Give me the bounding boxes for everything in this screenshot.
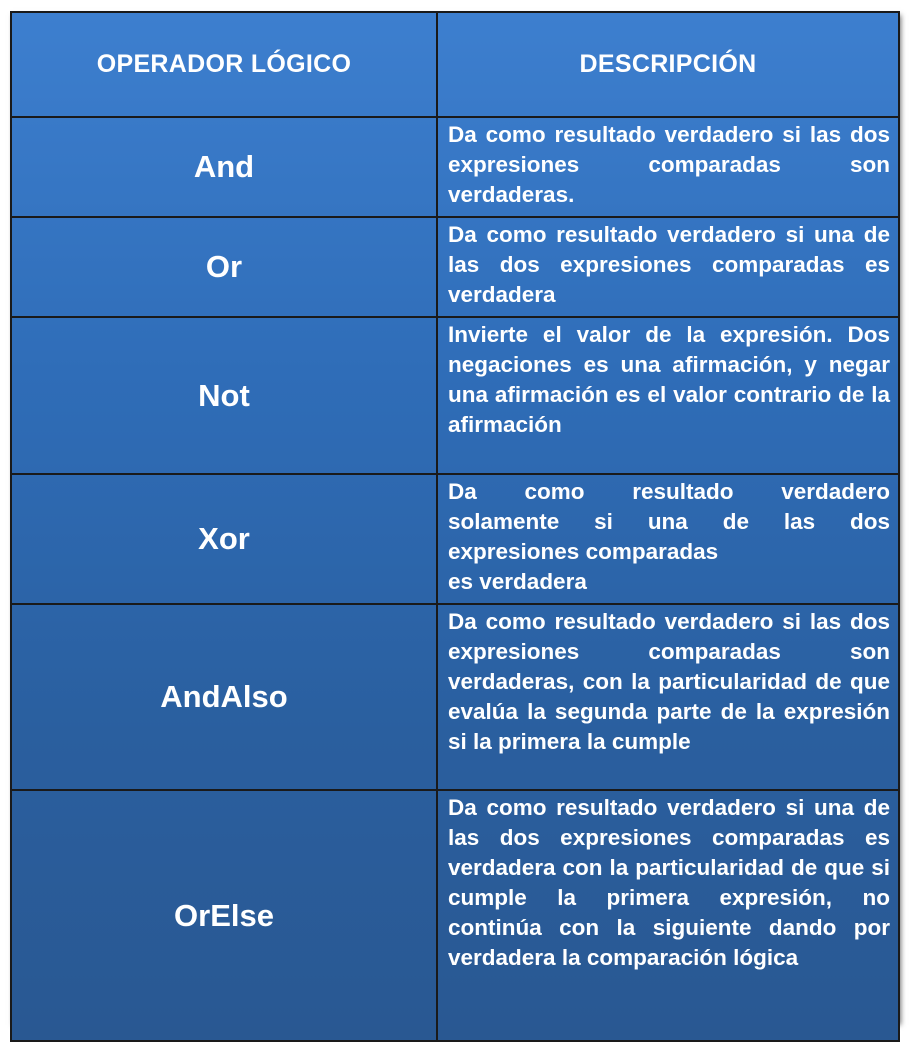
operator-cell: Not [11, 317, 437, 474]
logic-operators-table [10, 11, 900, 1042]
table-row [11, 317, 899, 474]
description-line: es verdadera [448, 569, 587, 594]
description-cell: Da como resultado verdadero si una de las dos expresiones comparadas es verdadera con la particularidad de que si cumple la primera expresión, no continúa con la siguiente dando por verdadera la comparación lógica [437, 790, 899, 1041]
description-line: Da como resultado verdadero [448, 479, 890, 504]
table-row [11, 790, 899, 1041]
header-operator: OPERADOR LÓGICO [11, 12, 437, 117]
operator-cell: And [11, 117, 437, 217]
description-cell: Da como resultado verdadero si las dos expresiones comparadas son verdaderas. [437, 117, 899, 217]
table-row [11, 117, 899, 217]
table-row [11, 474, 899, 604]
header-description: DESCRIPCIÓN [437, 12, 899, 117]
operator-cell: OrElse [11, 790, 437, 1041]
table-row [11, 604, 899, 790]
description-cell: Da como resultado verdadero si las dos expresiones comparadas son verdaderas, con la particularidad de que evalúa la segunda parte de la expresión si la primera la cumple [437, 604, 899, 790]
logic-operators-table-container [10, 11, 898, 1021]
table-row [11, 217, 899, 317]
description-cell: Invierte el valor de la expresión. Dos negaciones es una afirmación, y negar una afirmación es el valor contrario de la afirmación [437, 317, 899, 474]
operator-cell: Or [11, 217, 437, 317]
description-cell [437, 474, 899, 604]
description-cell: Da como resultado verdadero si una de las dos expresiones comparadas es verdadera [437, 217, 899, 317]
description-line: expresiones comparadas [448, 539, 719, 564]
operator-cell: Xor [11, 474, 437, 604]
table-header-row [11, 12, 899, 117]
operator-cell: AndAlso [11, 604, 437, 790]
description-line: solamente si una de las dos [448, 509, 890, 534]
